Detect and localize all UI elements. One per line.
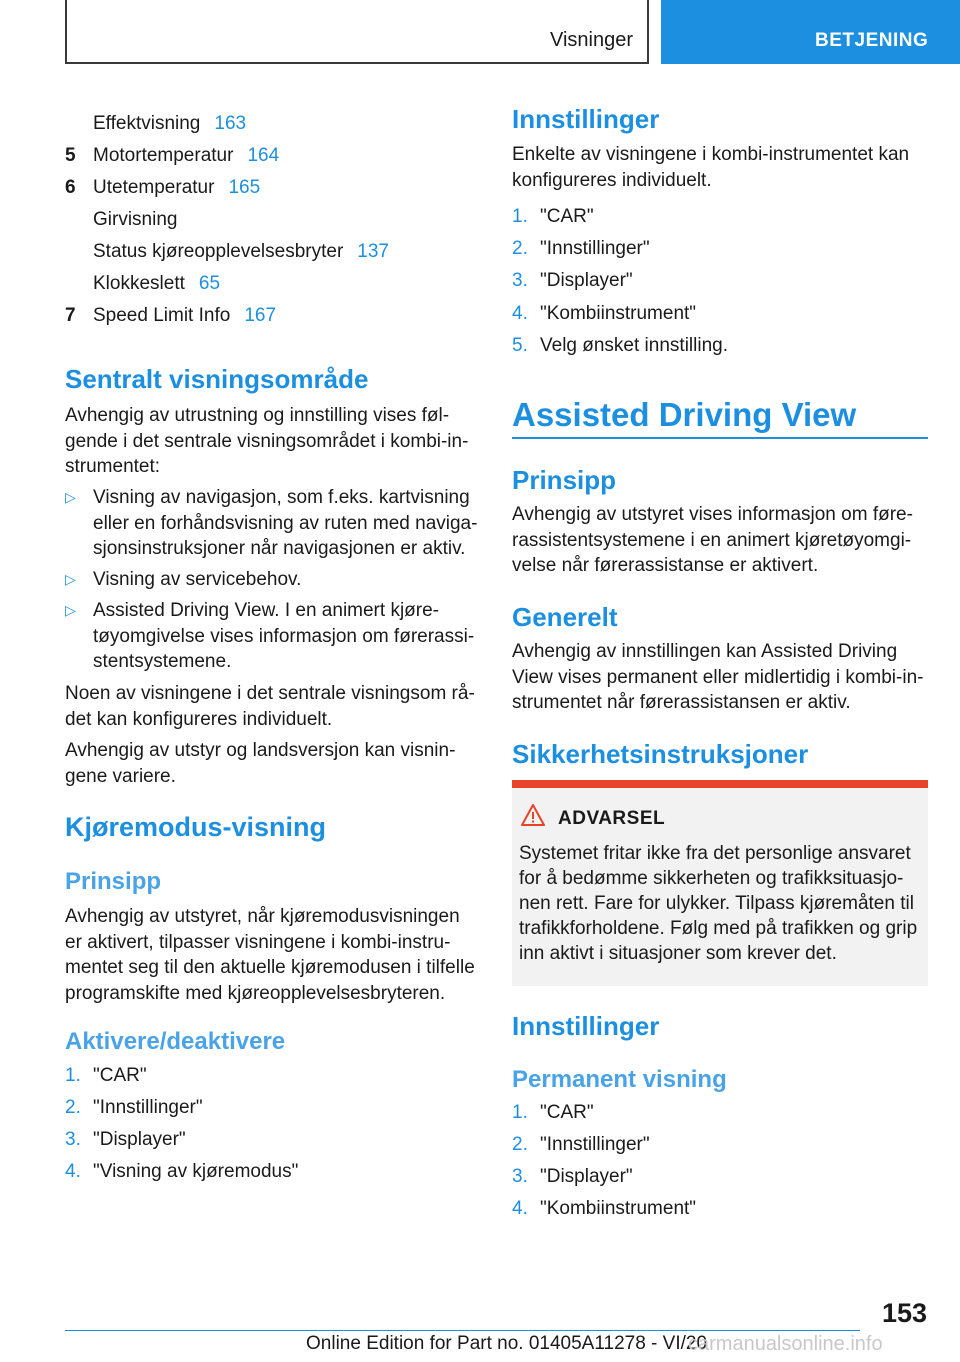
header-chapter-tab: BETJENING: [661, 0, 960, 64]
toc-number: 7: [65, 305, 76, 326]
central-area-heading: Sentralt visningsområde: [65, 364, 369, 394]
list-item: [65, 485, 480, 565]
warning-triangle-icon: [521, 804, 545, 826]
step-text: "CAR": [540, 206, 594, 227]
list-item: [65, 598, 480, 678]
general-heading: Generelt: [512, 602, 618, 632]
activate-heading: Aktivere/deaktivere: [65, 1028, 286, 1055]
step-text: Velg ønsket innstilling.: [540, 335, 728, 356]
step-text: "Innstillinger": [540, 1134, 650, 1155]
toc-page-link[interactable]: 65: [198, 273, 221, 294]
drive-principle-heading: Prinsipp: [65, 868, 162, 895]
watermark: carmanualsonline.info: [688, 1333, 883, 1355]
central-variation-text: Avhengig av utstyr og landsversjon kan visnin- gene variere.: [65, 740, 456, 787]
toc-label: Effektvisning: [93, 113, 201, 134]
toc-label: Utetemperatur: [93, 177, 215, 198]
step-text: "CAR": [540, 1102, 594, 1123]
step-text: "CAR": [93, 1065, 147, 1086]
step-text: "Innstillinger": [93, 1097, 203, 1118]
step-text: "Visning av kjøremodus": [93, 1161, 299, 1182]
settings2-heading: Innstillinger: [512, 1011, 660, 1041]
header-frame: [65, 0, 649, 64]
step-text: "Kombiinstrument": [540, 1198, 697, 1219]
step-number: 2.: [65, 1097, 81, 1118]
warning-bar: [512, 780, 928, 788]
step-number: 5.: [512, 335, 528, 356]
step-number: 2.: [512, 238, 528, 259]
safety-heading: Sikkerhetsinstruksjoner: [512, 739, 809, 769]
step-number: 3.: [65, 1129, 81, 1150]
settings-intro-text: Enkelte av visningene i kombi-instrumentet kan konfigureres individuelt.: [512, 144, 910, 191]
drive-mode-heading: Kjøremodus-visning: [65, 812, 327, 842]
step-number: 1.: [512, 1102, 528, 1123]
step-number: 1.: [512, 206, 528, 227]
step-number: 4.: [512, 1198, 528, 1219]
step-number: 4.: [512, 303, 528, 324]
toc-label: Status kjøreopplevelsesbryter: [93, 241, 344, 262]
principle-text: Avhengig av utstyret vises informasjon om føre- rassistentsystemene i en animert kjøretøyomgi- velse når førerassistanse er aktivert.: [512, 504, 913, 576]
toc-label: Motortemperatur: [93, 145, 234, 166]
permanent-view-heading: Permanent visning: [512, 1066, 727, 1093]
heading-divider: [512, 437, 928, 439]
step-number: 3.: [512, 270, 528, 291]
footer-divider: [65, 1330, 860, 1331]
step-text: "Displayer": [93, 1129, 186, 1150]
header-section-title: Visninger: [549, 29, 633, 51]
toc-label: Klokkeslett: [93, 273, 185, 294]
general-text: Avhengig av innstillingen kan Assisted Driving View vises permanent eller midlertidig i kombi-in- strumentet når førerassistansen er aktiv.: [512, 641, 924, 713]
step-text: "Innstillinger": [540, 238, 650, 259]
bullet-text: Visning av navigasjon, som f.eks. kartvisning eller en forhåndsvisning av ruten med naviga- sjonsinstruksjoner når navigasjonen er aktiv.: [93, 487, 478, 559]
step-number: 1.: [65, 1065, 81, 1086]
step-number: 2.: [512, 1134, 528, 1155]
toc-page-link[interactable]: 167: [244, 305, 277, 326]
step-number: 3.: [512, 1166, 528, 1187]
step-number: 4.: [65, 1161, 81, 1182]
step-text: "Displayer": [540, 270, 633, 291]
toc-label: Speed Limit Info: [93, 305, 231, 326]
toc-page-link[interactable]: 165: [228, 177, 261, 198]
footer-edition: Online Edition for Part no. 01405A11278 - VI/20: [306, 1333, 708, 1354]
step-text: "Displayer": [540, 1166, 633, 1187]
toc-page-link[interactable]: 164: [247, 145, 280, 166]
toc-number: 5: [65, 145, 76, 166]
toc-label: Girvisning: [93, 209, 178, 230]
central-intro-text: Avhengig av utrustning og innstilling vises føl- gende i det sentrale visningsområdet i kombi-in- strumentet:: [65, 405, 469, 477]
toc-page-link[interactable]: 137: [357, 241, 389, 262]
list-item: [65, 567, 480, 595]
principle-heading: Prinsipp: [512, 465, 617, 495]
step-text: "Kombiinstrument": [540, 303, 697, 324]
warning-text: Systemet fritar ikke fra det personlige ansvaret for å bedømme sikkerheten og trafikksituasjo- nen rett. Fare for ulykker. Tilpass kjøremåten til trafikkforholdene. Følg med på trafikken og grip inn aktivt i situasjoner som krever det.: [519, 843, 918, 964]
bullet-text: Visning av servicebehov.: [93, 569, 302, 590]
toc-page-link[interactable]: 163: [214, 113, 247, 134]
bullet-text: Assisted Driving View. I en animert kjøre- tøyomgivelse vises informasjon om førerassi- stentsystemene.: [93, 600, 475, 672]
triangle-bullet-icon: ▷: [65, 571, 76, 587]
assisted-driving-view-heading: Assisted Driving View: [512, 396, 857, 433]
drive-principle-text: Avhengig av utstyret, når kjøremodusvisningen er aktivert, tilpasser visningene i kombi-instru- mentet seg til den aktuelle kjøremodusen i tilfelle programskifte med kjøreopplevelsesbryteren.: [65, 906, 475, 1004]
page-number: 153: [881, 1298, 927, 1328]
toc-number: 6: [65, 177, 76, 198]
triangle-bullet-icon: ▷: [65, 489, 76, 505]
triangle-bullet-icon: ▷: [65, 602, 76, 618]
central-configurable-text: Noen av visningene i det sentrale visningsom rå- det kan konfigureres individuelt.: [65, 683, 475, 730]
warning-title: ADVARSEL: [558, 808, 666, 829]
settings-heading: Innstillinger: [512, 104, 660, 134]
